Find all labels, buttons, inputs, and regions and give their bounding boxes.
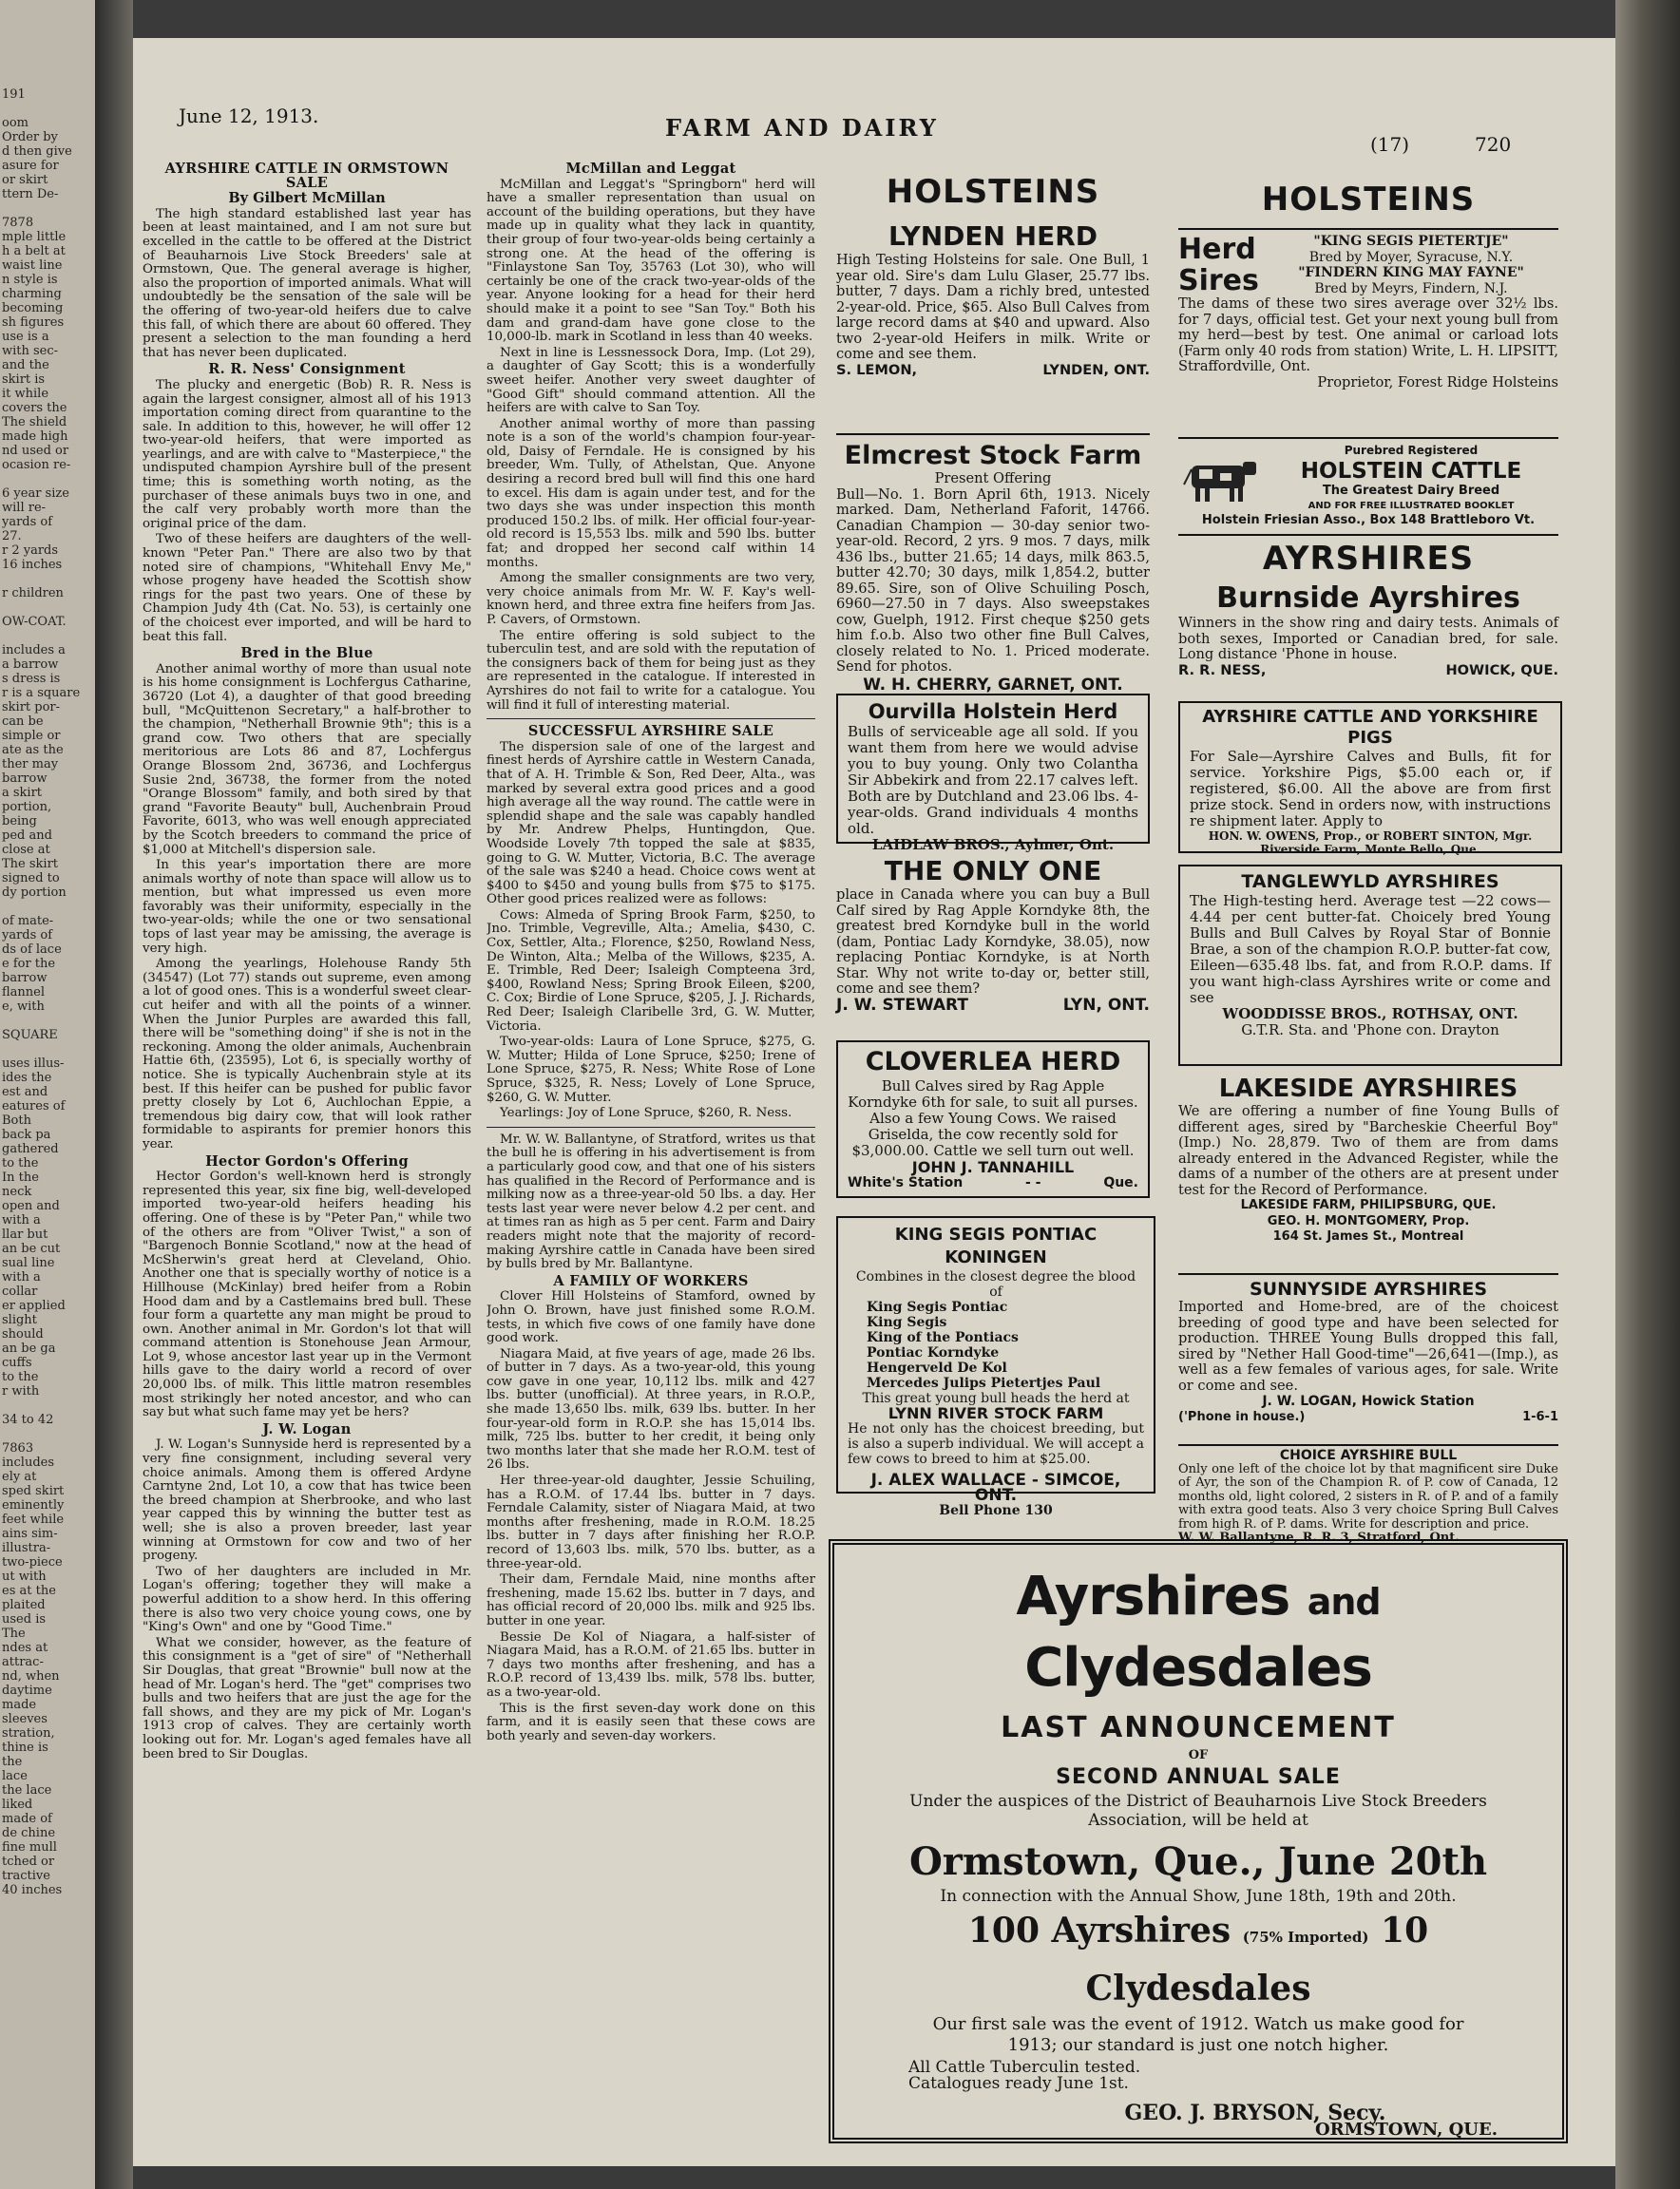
ad-line: AND FOR FREE ILLUSTRATED BOOKLET [1308,501,1515,511]
pedigree-line: Mercedes Julips Pietertjes Paul [867,1376,1101,1391]
ad-title: CHOICE AYRSHIRE BULL [1279,1448,1458,1463]
paragraph: The high standard established last year has been at least maintained, and I am not sure but excelled in the cattle to be offered at the District of Beauharnois Live Stock Breeders' sale at Ormstown, Que. The general average is higher, also the proportion of imported animals. What will undoubtedly be the sensation of the sale will be the offering of two-year-old heifers due to calve this fall, of which there are about 60 offered. They present a selection to the man founding a herd that has never been duplicated. [143,206,471,360]
ad-body: Winners in the show ring and dairy tests. Animals of both sexes, Imported or Canadian bred, for sale. Long distance 'Phone in house. [1178,615,1558,662]
ad-line: Purebred Registered [1344,444,1479,457]
ad-signature: LAIDLAW BROS., Aylmer, Ont. [871,836,1115,853]
paragraph: What we consider, however, as the feature of this consignment is a "get of sire" of "Netherhall Sir Douglas, that great "Brownie" bull now at the head of Mr. Logan's herd. The "get" comprises two bulls and two heifers that are just the age for the fall shows, and they are my pick of Mr. Logan's 1913 crop of calves. They are certainly worth looking out for. Mr. Logan's aged females have all been bred to Sir Douglas. [143,1635,471,1761]
section-heading-holsteins: HOLSTEINS [886,173,1100,211]
ad-lynden-herd [836,220,1150,378]
ad-body: Bulls of serviceable age all sold. If you want them from here we would advise you to buy young. Only two Colantha Sir Abbekirk and from 22.17 calves left. Both are by Dutchland and 23.06 lbs. 4-year-olds. Grand individuals 4 months old. [848,723,1138,837]
subheading: SUCCESSFUL AYRSHIRE SALE [527,723,774,740]
ad-address: Holstein Friesian Asso., Box 148 Brattleboro Vt. [1201,513,1536,527]
subheading: Bred in the Blue [240,645,373,662]
subheading: J. W. Logan [262,1420,352,1437]
pedigree-line: Pontiac Korndyke [867,1345,1000,1361]
column-2 [487,160,815,2126]
paragraph: Cows: Almeda of Spring Brook Farm, $250, to Jno. Trimble, Vegreville, Alta.; Amelia, $430, C. Cox, Settler, Alta.; Florence, $250, Rowland Ness, De Winton, Alta.; Melba of the Willows, $235, A. E. Trimble, Red Deer; Isaleigh Compteena 3rd, $400, Rowland Ness; Spring Brook Eileen, $200, C. Cox; Birdie of Lone Spruce, $205, J. J. Richards, Red Deer; Isaleigh Claribelle 3rd, G. W. Mutter, Victoria. [487,907,815,1034]
ad-lakeside [1178,1074,1558,1246]
article-title: AYRSHIRE CATTLE IN ORMSTOWN SALE [164,161,449,191]
ad-title: Burnside Ayrshires [1216,581,1520,615]
ad-signature: GEO. H. MONTGOMERY, Prop. [1267,1213,1470,1228]
ad-herd-sires [1178,228,1558,390]
cow-icon [1178,450,1264,507]
ad-station: G.T.R. Sta. and 'Phone con. Drayton [1241,1021,1499,1038]
sire-name: "FINDERN KING MAY FAYNE" [1298,265,1524,280]
ad-title: Ourvilla Holstein Herd [868,700,1118,723]
ad-purebred-holstein [1178,437,1558,515]
ad-signature: R. R. NESS, HOWICK, QUE. [1178,661,1558,678]
ad-elmcrest [836,433,1150,693]
show-dates: In connection with the Annual Show, June 18th, 19th and 20th. [940,1887,1457,1906]
ad-body: Imported and Home-bred, are of the choicest breeding of good type and have been selected for production. THREE Young Bulls dropped this fall, sired by "Nether Hall Good-time"—26,641—(Imp.), as well as a few females of various ages, for sale. Write or come and see. [1178,1299,1558,1394]
ad-signature: J. W. LOGAN, Howick Station [1262,1394,1475,1409]
ad-title: TANGLEWYLD AYRSHIRES [1241,871,1499,892]
ad-title: LAKESIDE AYRSHIRES [1218,1075,1518,1103]
book-gutter [95,0,133,2189]
paragraph: Two of these heifers are daughters of the well-known "Peter Pan." There are also two by that noted sire of champions, "Whitehall Envy Me," whose progeny have headed the Scottish show rings for the past two years. One of these by Champion Judy 4th (Cat. No. 53), is certainly one of the choicest ever imported, and will be hard to beat this fall. [143,532,471,644]
paragraph: The dispersion sale of one of the largest and finest herds of Ayrshire cattle in Western Canada, that of A. H. Trimble & Son, Red Deer, Alta., was marked by several extra good prices and a good high average all the way round. The cattle were in splendid shape and the sale was capably handled by Mr. Andrew Phelps, Huntingdon, Que. Woodside Lovely 7th topped the sale at $835, going to G. W. Mutter, Victoria, B.C. The average of the sale was $240 a head. Choice cows went at $400 to $450 and young bulls from $75 to $175. Other good prices realized were as follows: [487,739,815,907]
ad-signature: WOODDISSE BROS., ROTHSAY, ONT. [1222,1005,1518,1022]
ad-title: KING SEGIS PONTIAC KONINGEN [894,1225,1098,1267]
ad-subtitle: Combines in the closest degree the blood of [855,1269,1136,1300]
ad-burnside [1178,581,1558,678]
ad-title: THE ONLY ONE [884,855,1102,886]
paragraph: J. W. Logan's Sunnyside herd is represented by a very fine consignment, including several very choice animals. Among them is offered Ardyne Carntyne 2nd, Lot 10, a cow that has twice been the breed champion at Sherbrooke, and who last year capped this by winning the butter test as well; she is also a proven breeder, last year winning at Ormstown for cow and two of her progeny. [143,1437,471,1564]
page-edge [1615,0,1680,2189]
ad-body: Bull Calves sired by Rag Apple Korndyke 6th for sale, to suit all purses. Also a few Young Cows. We raised Griselda, the cow recently sold for $3,000.00. Cattle we sell turn out well. [848,1077,1138,1159]
pedigree-line: Hengerveld De Kol [867,1361,1007,1376]
ad-cloverlea [836,1040,1150,1198]
ad-signature: W. H. CHERRY, GARNET, ONT. [863,675,1123,695]
ad-body: Bull—No. 1. Born April 6th, 1913. Nicely marked. Dam, Netherland Faforit, 14766. Canadian Champion — 30-day senior two-year-old. Record, 2 yrs. 9 mos. 7 days, milk 436 lbs., butter 21.65; 14 days, milk 863.5, butter 42.70; 30 days, milk 1,854.2, butter 89.65. Sire, son of Olive Schuiling Posch, 6960—27.50 in 7 days. Also sweepstakes cow, Guelph, 1912. First cheque $250 gets him f.o.b. Also two other fine Bull Calves, closely related to No. 1. Priced moderate. Send for photos. [836,485,1150,675]
ad-tanglewyld [1178,865,1562,1066]
pedigree-list [848,1300,1144,1391]
page-number: 720 [1475,133,1512,156]
paragraph: Mr. W. W. Ballantyne, of Stratford, writes us that the bull he is offering in his advertisement is from a particularly good cow, and that one of his sisters has qualified in the Record of Performance and is milking now as a three-year-old 50 lbs. a day. Her tests last year were never below 4.2 per cent. and at times ran as high as 5 per cent. Farm and Dairy readers might note that the majority of record-making Ayrshire cattle in Canada have been sired by bulls bred by Mr. Ballantyne. [487,1132,815,1272]
paragraph: Niagara Maid, at five years of age, made 26 lbs. of butter in 7 days. As a two-year-old, this young cow gave in one year, 10,112 lbs. milk and 427 lbs. butter (unofficial). At three years, in R.O.P., she made 13,650 lbs. milk, 639 lbs. butter. In her four-year-old form in R.O.P. she has 15,014 lbs. milk, 725 lbs. butter to her credit, it being only two months later that she made her R.O.M. test of 26 lbs. [487,1346,815,1473]
masthead: FARM AND DAIRY [665,114,939,142]
ad-location: White's Station - - Que. [848,1175,1138,1190]
section-heading-ayrshires: AYRSHIRES [1178,534,1558,578]
paragraph: Two-year-olds: Laura of Lone Spruce, $275, G. W. Mutter; Hilda of Lone Spruce, $250; Irene of Lone Spruce, $275, R. Ness; White Rose of Lone Spruce, $325, R. Ness; Lovely of Lone Spruce, $260, G. W. Mutter. [487,1035,815,1105]
paragraph: Among the yearlings, Holehouse Randy 5th (34547) (Lot 77) stands out supreme, even among a lot of good ones. This is a wonderful sweet clear-cut heifer and with all the points of a winner. When the Junior Purples are awarded this fall, there will be "something doing" if she is not in the reckoning. Among the older animals, Auchenbrain Hattie 6th, (23595), Lot 6, is specially worthy of notice. She is typically Auchenbrain style at its best. If this heifer can be pushed for public favor pretty closely by Lot 6, Auchlochan Eppie, a tremendous big dairy cow, that will look rather formidable to aspirants for premier honors this year. [143,957,471,1152]
subheading: R. R. Ness' Consignment [208,361,406,378]
sire-name: "KING SEGIS PIETERTJE" [1313,234,1509,249]
pedigree-line: King Segis [867,1315,947,1330]
ad-only-one [836,855,1150,1013]
sale-location-date: Ormstown, Que., June 20th [908,1839,1488,1884]
ad-body: The dams of these two sires average over 32½ lbs. for 7 days, official test. Get your next young bull from my herd—best by test. One animal or carload lots (Farm only 40 rods from station) Write, L. H. LIPSITT, Straffordville, Ont. [1178,295,1558,374]
ad-ayrshire-yorkshire [1178,701,1562,856]
ad-signature: W. W. Ballantyne, R. R. 3, Stratford, Ont. [1178,1531,1460,1545]
second-annual-sale: SECOND ANNUAL SALE [1056,1765,1341,1789]
ad-king-segis [836,1216,1155,1518]
newspaper-page [133,38,1615,2166]
tuberculin-note: All Cattle Tuberculin tested. [908,2058,1141,2077]
first-sale-text: Our first sale was the event of 1912. Watch us make good for 1913; our standard is just one notch higher. [932,2014,1464,2055]
ad-body: High Testing Holsteins for sale. One Bull, 1 year old. Sire's dam Lulu Glaser, 25.77 lbs. butter, 7 days. Dam a richly bred, untested 2-year-old. Price, $65. Also Bull Calves from large record dams at $40 and upward. Also two 2-year-old Heifers in milk. Write or come and see them. [836,252,1150,362]
paragraph: The entire offering is sold subject to the tuberculin test, and are sold with the reputation of the consigners back of them for being just as they are represented in the catalogue. If interested in Ayrshires do not fail to write for a catalogue. You will find it full of interesting material. [487,628,815,713]
divider [487,1127,815,1128]
sire-breeder: Bred by Moyer, Syracuse, N.Y. [1308,249,1514,265]
ad-body: place in Canada where you can buy a Bull Calf sired by Rag Apple Korndyke 8th, the greatest bred Korndyke bull in the world (dam, Pontiac Lady Korndyke, 38.05), now replacing Pontiac Korndyke, is at North Star. Why not write to-day or, better still, come and see them? [836,886,1150,997]
paragraph: In this year's importation there are more animals worthy of note than space will allow us to mention, but what impressed us even more favorably was their uniformity, especially in the two-year-olds; while the one or two sensational tops of last year may be amissing, the average is very high. [143,858,471,956]
ad-subtitle: Present Offering [934,470,1052,486]
divider [487,718,815,719]
paragraph: Yearlings: Joy of Lone Spruce, $260, R. Ness. [500,1106,792,1121]
article-byline: By Gilbert McMillan [228,190,386,207]
ad-title: AYRSHIRE CATTLE AND YORKSHIRE PIGS [1202,707,1538,748]
paragraph: Hector Gordon's well-known herd is strongly represented this year, six fine big, well-developed imported two-year-old heifers heading his offering. One of these is by "Peter Pan," while two of the others are from "Oliver Twist," a son of "Bargenoch Bonnie Scotland," now at the head of McSherwin's great herd at Cleveland, Ohio. Another one that is specially worthy of notice is a Hillhouse (McKinlay) bred heifer from a Robin Hood dam and by a Castlemains bred bull. These four form a quartette any man might be proud to own. Another animal in Mr. Gordon's lot that will command attention is Stonehouse Jean Armour, Lot 9, whose ancestor last year up in the Vermont hills gave to the dairy world a record of over 20,000 lbs. of milk. This little matron resembles most strikingly her noted ancestor, and who can say but what such fame may yet be hers? [143,1170,471,1420]
ad-title: SUNNYSIDE AYRSHIRES [1249,1279,1487,1300]
ad-name: JOHN J. TANNAHILL [911,1158,1075,1176]
paragraph: Their dam, Ferndale Maid, nine months after freshening, made 15.62 lbs. butter in 7 days, and has official record of 20,000 lbs. milk and 925 lbs. butter in one year. [487,1572,815,1628]
ad-title: CLOVERLEA HERD [865,1047,1121,1076]
ad-title: Elmcrest Stock Farm [844,441,1142,470]
ad-signature: 164 St. James St., Montreal [1272,1229,1464,1244]
ad-body: We are offering a number of fine Young Bulls of different ages, sired by "Barcheskie Cheerful Boy" (Imp.) No. 28,879. Two of them are from dams already entered in the Advanced Register, while the dams of a number of the others are at present under test for the Record of Performance. [1178,1103,1558,1198]
ad-headline: Ayrshires and Clydesdales [1016,1566,1381,1699]
ad-title: Herd Sires [1178,233,1259,297]
ad-ayrshires-clydesdales [829,1539,1568,2143]
subheading: Hector Gordon's Offering [205,1152,409,1170]
phone: Bell Phone 130 [939,1503,1053,1518]
sire-breeder: Bred by Meyrs, Findern, N.J. [1314,280,1508,296]
ad-signature: HON. W. OWENS, Prop., or ROBERT SINTON, Mgr. Riverside Farm, Monte Bello, Que. [1208,829,1533,856]
last-announcement: LAST ANNOUNCEMENT [1001,1711,1396,1744]
pedigree-line: King of the Pontiacs [867,1330,1019,1345]
auspices-text: Under the auspices of the District of Beauharnois Live Stock Breeders Association, will be held at [909,1792,1487,1830]
ad-phone: ('Phone in house.) 1-6-1 [1178,1409,1558,1424]
farm-name: LYNN RIVER STOCK FARM [888,1404,1104,1422]
paragraph: Next in line is Lessnessock Dora, Imp. (Lot 29), a daughter of Gay Scott; this is a wonderfully sweet heifer. Another very sweet daughter of "Good Gift" should command attention. All the heifers are with calve to San Toy. [487,345,815,416]
ad-choice-bull [1178,1444,1558,1546]
paragraph: Her three-year-old daughter, Jessie Schuiling, has a R.O.M. of 17.44 lbs. butter in 7 days. Ferndale Calamity, sister of Niagara Maid, at two months after freshening, made in R.O.M. 18.25 lbs. butter in 7 days after finishing her R.O.P. record of 13,603 lbs. milk, 570 lbs. butter, as a three-year-old. [487,1474,815,1571]
paragraph: Bessie De Kol of Niagara, a half-sister of Niagara Maid, has a R.O.M. of 21.65 lbs. butter in 7 days two months after freshening, and has a R.O.P. record of 13,439 lbs. milk, 578 lbs. butter, as a two-year-old. [487,1629,815,1700]
ad-title: LYNDEN HERD [888,220,1098,252]
ad-town: ORMSTOWN, QUE. [1314,2120,1498,2140]
ad-signature: LAKESIDE FARM, PHILIPSBURG, QUE. [1240,1198,1497,1212]
column-1 [143,160,471,2126]
ad-body: This great young bull heads the herd at [862,1391,1130,1406]
ad-ourvilla [836,694,1150,853]
paragraph: Clover Hill Holsteins of Stamford, owned by John O. Brown, have just finished some R.O.M. tests, in which five cows of one family have done good work. [487,1289,815,1346]
issue-date: June 12, 1913. [179,105,319,127]
page-ref: (17) [1370,133,1410,156]
animal-counts: 100 Ayrshires (75% Imported) 10 Clydesdales [967,1911,1429,2008]
ad-line: The Greatest Dairy Breed [1322,483,1500,498]
subheading: A FAMILY OF WORKERS [553,1272,749,1289]
section-heading-holsteins: HOLSTEINS [1261,181,1476,219]
paragraph: Another animal worthy of more than passing note is a son of the world's champion four-year-old, Daisy of Ferndale. He is consigned by his breeder, Wm. Tully, of Athelstan, Que. Anyone desiring a record bred bull will find this one hard to excel. His dam is again under test, and for the two days she was under inspection this month produced 150.2 lbs. of milk. Her official four-year-old record is 15,553 lbs. milk and 590 lbs. butter fat; and dropped her second calf within 14 months. [487,416,815,570]
paragraph: Another animal worthy of more than usual note is his home consignment is Lochfergus Catharine, 36720 (Lot 4), a daughter of that good breeding bull, "McQuittenon Secretary," a half-brother to the champion, "Netherhall Brownie 9th"; this is a grand cow. Two others that are specially meritorious are Lots 86 and 87, Lochfergus Orange Blossom 2nd, 36736, and Lochfergus Susie 2nd, 36738, the former from the noted "Orange Blossom" family, and both sired by that grand "Favorite Beauty" bull, Auchenbrain Proud Favorite, 6013, who was well enough appreciated by the Scotch breeders to command the price of $1,000 at Mitchell's dispersion sale. [143,661,471,857]
ad-body: For Sale—Ayrshire Calves and Bulls, fit for service. Yorkshire Pigs, $5.00 each or, if registered, $6.00. All the above are from first prize stock. Send in orders now, with instructions re shipment later. Apply to [1190,748,1551,829]
ad-signature: Proprietor, Forest Ridge Holsteins [1317,373,1558,390]
paragraph: Among the smaller consignments are two very, very choice animals from Mr. W. F. Kay's well-known herd, and three extra fine heifers from Jas. P. Cavers, of Ormstown. [487,571,815,627]
paragraph: This is the first seven-day work done on this farm, and it is easily seen that these cows are both yearly and seven-day workers. [487,1701,815,1743]
secretary: GEO. J. BRYSON, Secy. [1124,2101,1386,2125]
pedigree-line: King Segis Pontiac [867,1300,1008,1315]
previous-page-strip [0,0,95,2189]
ad-title: HOLSTEIN CATTLE [1300,458,1522,484]
catalogue-note: Catalogues ready June 1st. [908,2074,1129,2093]
ad-signature: J. W. STEWART LYN, ONT. [836,995,1150,1015]
ad-sunnyside [1178,1273,1558,1425]
ad-signature: J. ALEX WALLACE - SIMCOE, ONT. [870,1471,1121,1505]
paragraph: The plucky and energetic (Bob) R. R. Ness is again the largest consigner, almost all of his 1913 importation coming direct from quarantine to the sale. In addition to this, however, he will offer 12 two-year-old heifers, that were imported as yearlings, and are with calve to "Masterpiece," the undisputed champion Ayrshire bull of the present time; this is something worth noting, as the purchaser of these animals buys two in one, and the calf very probably worth more than the original price of the dam. [143,377,471,531]
ad-signature: S. LEMON, LYNDEN, ONT. [836,361,1150,378]
ad-body: He not only has the choicest breeding, but is also a superb individual. We will accept a few cows to breed to him at $25.00. [848,1421,1144,1467]
of-label: OF [1188,1748,1209,1762]
paragraph: McMillan and Leggat's "Springborn" herd will have a smaller representation than usual on account of the building operations, but they have made up in quality what they lack in quantity, their group of four two-year-olds being certainly a strong one. At the head of the offering is "Finlaystone San Toy, 35763 (Lot 30), who will certainly be one of the crack two-year-olds of the year. Anyone looking for a head for their herd should make it a point to see "San Toy." Both his dam and grand-dam have gone close to the 10,000-lb. mark in Scotland in less than 40 weeks. [487,177,815,345]
ad-body: Only one left of the choice lot by that magnificent sire Duke of Ayr, the son of the Champion R. of P. cow of Canada, 12 months old, light colored, 2 sisters in R. of P. and of a family with extra good teats. Also 3 very choice Spring Bull Calves from high R. of P. dams. Write for description and price. [1178,1461,1558,1532]
paragraph: Two of her daughters are included in Mr. Logan's offering; together they will make a powerful addition to a show herd. In this offering there is also two very choice young cows, one by "King's Own" and one by "Good Time." [143,1564,471,1635]
ad-body: The High-testing herd. Average test —22 cows—4.44 per cent butter-fat. Choicely bred Young Bulls and Bull Calves by Royal Star of Bonnie Brae, a son of the champion R.O.P. butter-fat cow, Eileen—635.48 lbs. fat, and from R.O.P. dams. If you want high-class Ayrshires write or come and see [1190,892,1551,1006]
subheading: McMillan and Leggat [565,161,736,177]
previous-page-text: 191 oom Order by d then give asure for or skirt ttern De- 7878 mple little h a belt at waist line n style is charming becoming sh figures use is a with sec- and the skirt is it while covers the The shield made high nd used or ocasion re- 6 year size will re- yards of 27. r 2 yards 16 inches r children OW-COAT. includes a a barrow s dress is r is a square skirt por- can be simple or ate as the ther may barrow a skirt portion, being ped and close at The skirt signed to dy portion of mate- yards of ds of lace e for the barrow flannel e, with SQUARE uses illus- ides the est and eatures of Both back pa gathered to the In the neck open and with a llar but an be cut sual line with a collar er applied slight should an be ga cuffs to the r with 34 to 42 7863 includes ely at sped skirt eminently feet while ains sim- illustra- two-piece ut with es at the plaited used is The ndes at attrac- nd, when daytime made sleeves stration, thine is the lace the lace liked made of de chine fine mull tched or tractive 40 inches [2,87,81,1897]
